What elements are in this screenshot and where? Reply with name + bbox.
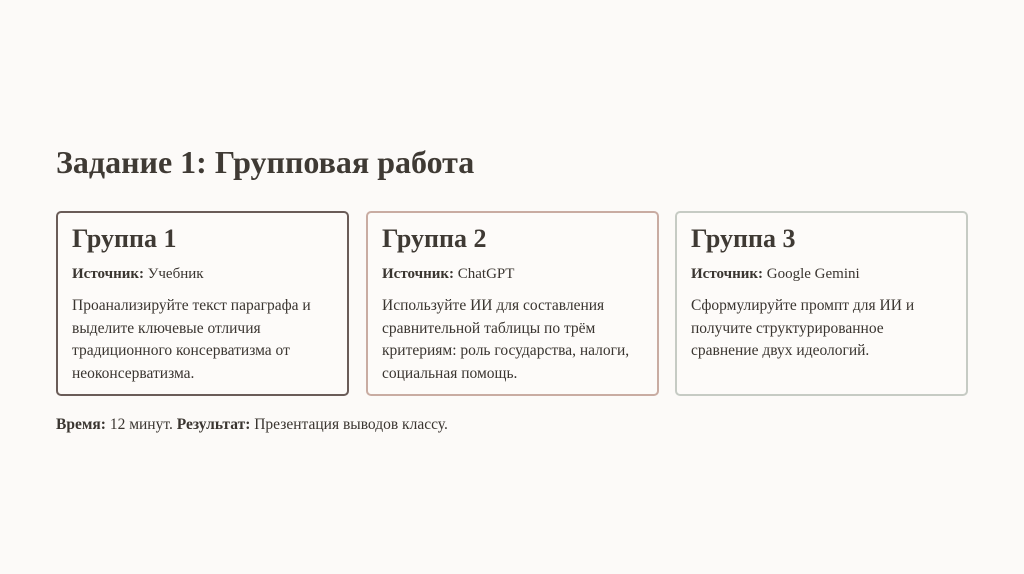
- group-title: Группа 2: [382, 224, 487, 253]
- group-card-1: [56, 211, 349, 396]
- source-value: ChatGPT: [457, 266, 515, 282]
- group-card-3: [675, 211, 968, 396]
- group-task-text: Сформулируйте промпт для ИИ и получите структурированное сравнение двух идеологий.: [691, 297, 915, 359]
- time-value: 12 минут.: [109, 416, 173, 433]
- group-title: Группа 1: [72, 224, 177, 253]
- source-value: Учебник: [147, 266, 204, 282]
- result-value: Презентация выводов классу.: [254, 416, 448, 433]
- group-source: [72, 264, 333, 284]
- source-label: Источник:: [72, 266, 144, 282]
- source-value: Google Gemini: [766, 266, 860, 282]
- time-label: Время:: [56, 416, 106, 433]
- group-source: [691, 264, 952, 284]
- group-source: [382, 264, 643, 284]
- group-card-2: [366, 211, 659, 396]
- source-label: Источник:: [382, 266, 454, 282]
- group-title: Группа 3: [691, 224, 796, 253]
- group-task-text: Используйте ИИ для составления сравнительной таблицы по трём критериям: роль государства, налоги, социальная помощь.: [382, 297, 630, 382]
- footer-note: [56, 414, 448, 436]
- group-task-text: Проанализируйте текст параграфа и выделите ключевые отличия традиционного консерватизма от неоконсерватизма.: [72, 297, 311, 382]
- source-label: Источник:: [691, 266, 763, 282]
- slide-title: Задание 1: Групповая работа: [56, 144, 475, 180]
- result-label: Результат:: [176, 416, 251, 433]
